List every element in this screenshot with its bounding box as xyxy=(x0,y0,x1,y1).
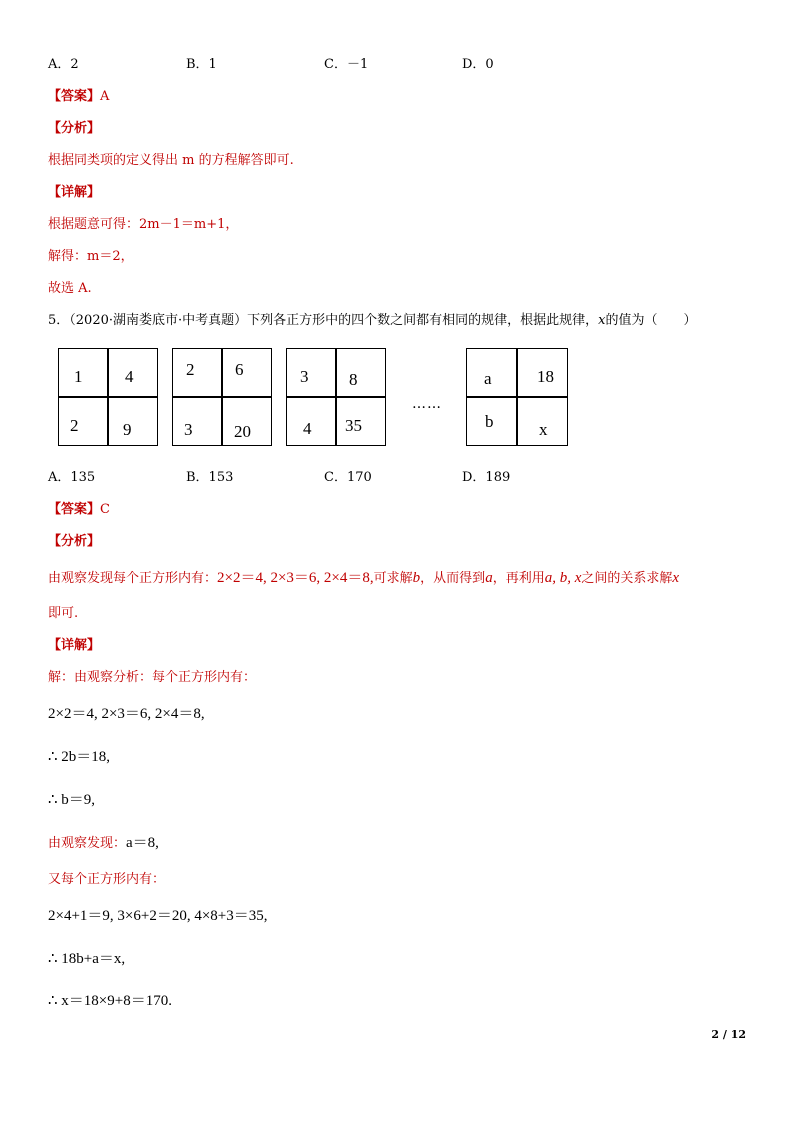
square-4-bottom-left: b xyxy=(485,412,494,431)
q5-analysis-math: 2×2＝4, 2×3＝6, 2×4＝8, xyxy=(217,570,374,586)
q4-option-d: D．0 xyxy=(462,57,494,72)
q4-option-b: B．1 xyxy=(186,57,217,72)
square-3-top-right: 8 xyxy=(349,370,358,389)
q4-detail-tag: 【详解】 xyxy=(48,185,101,200)
q4-analysis-tag: 【分析】 xyxy=(48,121,101,136)
q5-observation-label: 由观察发现： xyxy=(48,836,127,851)
q4-answer xyxy=(48,88,109,106)
q5-analysis-b: b xyxy=(412,570,421,586)
square-3-bottom-right: 35 xyxy=(345,416,362,435)
q5-analysis-part3: ，从而得到 xyxy=(420,571,486,586)
q4-analysis-text: 根据同类项的定义得出 m 的方程解答即可. xyxy=(48,153,294,168)
q4-option-a: A．2 xyxy=(48,57,79,72)
square-4-bottom-right: x xyxy=(539,420,548,439)
q5-question-end: 的值为（ ） xyxy=(605,313,697,328)
number-square-1 xyxy=(58,348,158,446)
square-4-top-left: a xyxy=(484,369,492,388)
q5-eq-6: ∴ 18b+a＝x, xyxy=(48,951,126,967)
q5-question xyxy=(48,312,696,330)
q5-analysis-vars: a, b, x xyxy=(544,570,582,586)
q5-option-d: D．189 xyxy=(462,470,511,485)
q5-answer xyxy=(48,501,110,519)
q5-eq-1: 2×2＝4, 2×3＝6, 2×4＝8, xyxy=(48,706,205,722)
q5-answer-tag: 【答案】 xyxy=(48,502,101,517)
number-square-3 xyxy=(286,348,386,446)
square-1-top-right: 4 xyxy=(125,367,134,386)
square-2-top-left: 2 xyxy=(186,360,195,379)
q5-analysis-part4: ，再利用 xyxy=(492,571,545,586)
q5-analysis-a: a xyxy=(485,570,493,586)
square-4-top-right: 18 xyxy=(537,367,554,386)
q4-detail-line-2: 解得：m＝2， xyxy=(48,249,134,264)
q5-option-b: B．153 xyxy=(186,470,234,485)
q5-question-text: 5．（2020·湖南娄底市·中考真题）下列各正方形中的四个数之间都有相同的规律，根据此规律， xyxy=(48,313,599,328)
continuation-dots: …… xyxy=(412,396,442,412)
q5-again: 又每个正方形内有： xyxy=(48,872,166,887)
q5-analysis-part1: 由观察发现每个正方形内有： xyxy=(48,571,218,586)
q5-eq-4: a＝8, xyxy=(126,835,159,851)
q5-eq-2: ∴ 2b＝18, xyxy=(48,749,111,765)
square-3-top-left: 3 xyxy=(300,367,309,386)
q5-analysis-part5: 之间的关系求解 xyxy=(581,571,673,586)
q4-detail-line-3: 故选 A. xyxy=(48,281,92,296)
q5-option-c: C．170 xyxy=(324,470,372,485)
q5-analysis-x: x xyxy=(672,570,680,586)
q4-answer-value: A xyxy=(100,89,110,104)
q5-analysis-line-1 xyxy=(48,569,679,588)
q5-eq-5: 2×4+1＝9, 3×6+2＝20, 4×8+3＝35, xyxy=(48,908,268,924)
q5-analysis-part2: 可求解 xyxy=(373,571,413,586)
q5-detail-intro: 解：由观察分析：每个正方形内有： xyxy=(48,670,257,685)
square-2-bottom-right: 20 xyxy=(234,422,251,441)
q5-analysis-line-2: 即可. xyxy=(48,606,79,621)
q5-detail-tag: 【详解】 xyxy=(48,638,101,653)
square-1-top-left: 1 xyxy=(74,367,83,386)
q5-eq-7: ∴ x＝18×9+8＝170. xyxy=(48,993,172,1009)
q5-analysis-tag: 【分析】 xyxy=(48,534,101,549)
square-1-bottom-left: 2 xyxy=(70,416,79,435)
q4-answer-tag: 【答案】 xyxy=(48,89,101,104)
q5-question-var: x xyxy=(598,313,606,328)
number-square-2 xyxy=(172,348,272,446)
square-1-bottom-right: 9 xyxy=(123,420,132,439)
q4-option-c: C．－1 xyxy=(324,57,369,72)
q5-option-a: A．135 xyxy=(48,470,96,485)
q5-answer-value: C xyxy=(100,502,110,517)
page-number: 2 / 12 xyxy=(711,1028,746,1041)
number-square-4 xyxy=(466,348,568,446)
q5-eq-3: ∴ b＝9, xyxy=(48,792,96,808)
square-2-bottom-left: 3 xyxy=(184,420,193,439)
square-2-top-right: 6 xyxy=(235,360,244,379)
q4-detail-line-1: 根据题意可得：2m－1＝m+1， xyxy=(48,217,239,232)
q5-observation xyxy=(48,834,159,853)
square-3-bottom-left: 4 xyxy=(303,419,312,438)
